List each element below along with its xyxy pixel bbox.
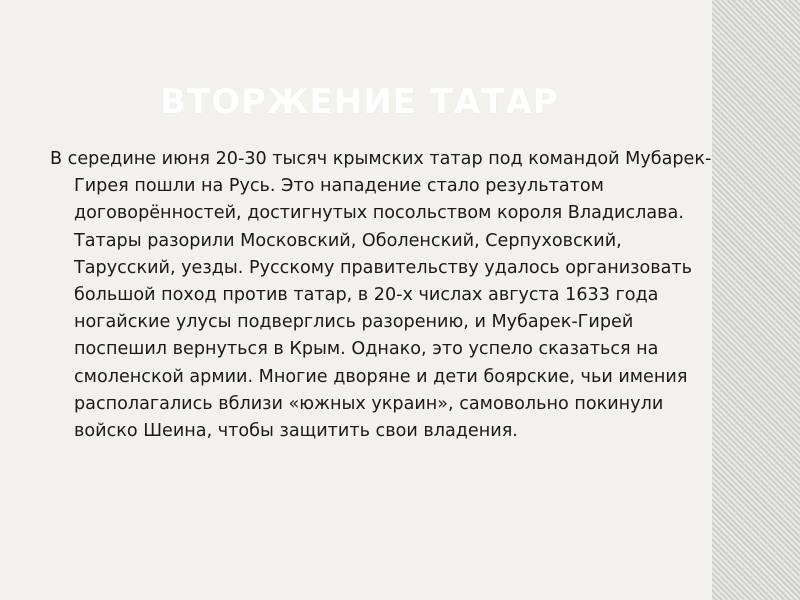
slide-title: ВТОРЖЕНИЕ ТАТАР <box>160 82 559 122</box>
slide-body-text: В середине июня 20-30 тысяч крымских татар под командой Мубарек-Гирея пошли на Русь. Это нападение стало результатом договорённостей, достигнутых посольством короля Владислава. Татары разорили Московский, Оболенский, Серпуховский, Тарусский, уезды. Русскому правительству удалось организовать большой поход против татар, в 20-х числах августа 1633 года ногайские улусы подверглись разорению, и Мубарек-Гирей поспешил вернуться в Крым. Однако, это успело сказаться на смоленской армии. Многие дворяне и дети боярские, чьи имения располагались вблизи «южных украин», самовольно покинули войско Шеина, чтобы защитить свои владения. <box>50 149 712 442</box>
decorative-side-band <box>712 0 800 600</box>
